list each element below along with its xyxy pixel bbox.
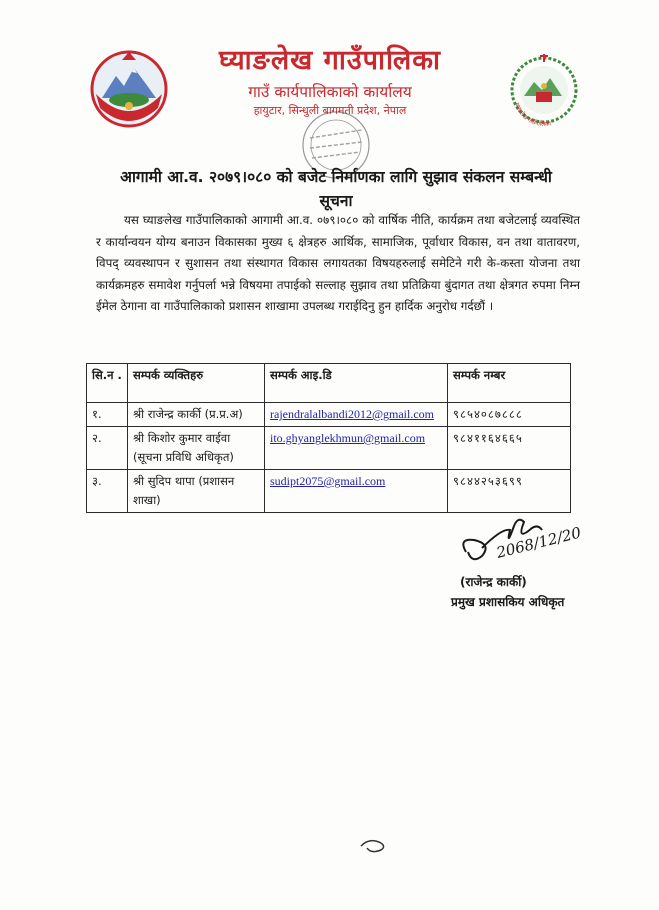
signatory-title: प्रमुख प्रशासकिय अधिकृत	[451, 595, 565, 609]
notice-title	[96, 165, 576, 213]
table-row	[87, 403, 571, 427]
email-link[interactable]: rajendralalbandi2012@gmail.com	[270, 407, 434, 421]
cell-person: श्री किशोर कुमार वाईवा (सूचना प्रविधि अधिकृत)	[128, 427, 265, 470]
cell-phone: ९८५४०८७८८८	[448, 403, 571, 427]
office-address: हायुटार, सिन्धुली बागमती प्रदेश, नेपाल	[253, 104, 407, 117]
notice-title-line: आगामी आ.व. २०७९।०८० को बजेट निर्माणका लागि सुझाव संकलन सम्बन्धी	[120, 168, 552, 186]
cell-email	[265, 470, 448, 513]
signatory-name: (राजेन्द्र कार्की)	[460, 575, 527, 589]
header-person: सम्पर्क व्यक्तिहरु	[128, 364, 265, 403]
cell-phone: ९८४११६४६६५	[448, 427, 571, 470]
contact-table	[86, 363, 571, 513]
header-sn: सि.न .	[87, 364, 128, 403]
cell-email	[265, 427, 448, 470]
email-link[interactable]: ito.ghyanglekhmun@gmail.com	[270, 431, 426, 445]
header-phone: सम्पर्क नम्बर	[448, 364, 571, 403]
office-name: गाउँ कार्यपालिकाको कार्यालय	[248, 83, 412, 101]
municipality-logo	[506, 48, 582, 134]
table-header-row	[87, 364, 571, 403]
cell-sn: १.	[87, 403, 128, 427]
cell-phone: ९८४४२५३६९९	[448, 470, 571, 513]
header-email: सम्पर्क आइ.डि	[265, 364, 448, 403]
pen-mark-icon	[357, 832, 393, 854]
email-link[interactable]: sudipt2075@gmail.com	[270, 474, 386, 488]
cell-person: श्री राजेन्द्र कार्की (प्र.प्र.अ)	[128, 403, 265, 427]
table-row	[87, 470, 571, 513]
notice-body: यस घ्याङलेख गाउँपालिकाको आगामी आ.व. ०७९।०८० को वार्षिक नीति, कार्यक्रम तथा बजेटलाई व्यवस्थित र कार्यान्वयन योग्य बनाउन विकासका मुख्य ६ क्षेत्रहरु आर्थिक, सामाजिक, पूर्वाधार विकास, वन तथा वातावरण, विपद् व्यवस्थापन र सुशासन तथा संस्थागत विकास लगायतका विषयहरुलाई समेटिने गरी के-कस्ता योजना तथा कार्यक्रमहरु समावेश गर्नुपर्ला भन्ने विषयमा तपाईको सल्लाह सुझाव तथा प्रतिक्रिया बुंदागत तथा क्षेत्रगत रुपमा निम्न ईमेल ठेगाना वा गाउँपालिकाको प्रशासन शाखामा उपलब्ध गराईदिनु हुन हार्दिक अनुरोध गर्दछौं ।	[96, 213, 580, 314]
municipality-name: घ्याङलेख गाउँपालिका	[219, 45, 441, 76]
signature-icon	[452, 508, 592, 578]
notice-title-line: सूचना	[319, 192, 353, 210]
cell-sn: २.	[87, 427, 128, 470]
nepal-emblem-icon	[88, 48, 170, 130]
svg-text:घ्याङलेख गाउँपालिका: घ्याङलेख गाउँपालिका	[512, 102, 552, 129]
cell-sn: ३.	[87, 470, 128, 513]
cell-person: श्री सुदिप थापा (प्रशासन शाखा)	[128, 470, 265, 513]
signature-date: 2068/12/20	[494, 523, 583, 562]
table-row	[87, 427, 571, 470]
cell-email	[265, 403, 448, 427]
